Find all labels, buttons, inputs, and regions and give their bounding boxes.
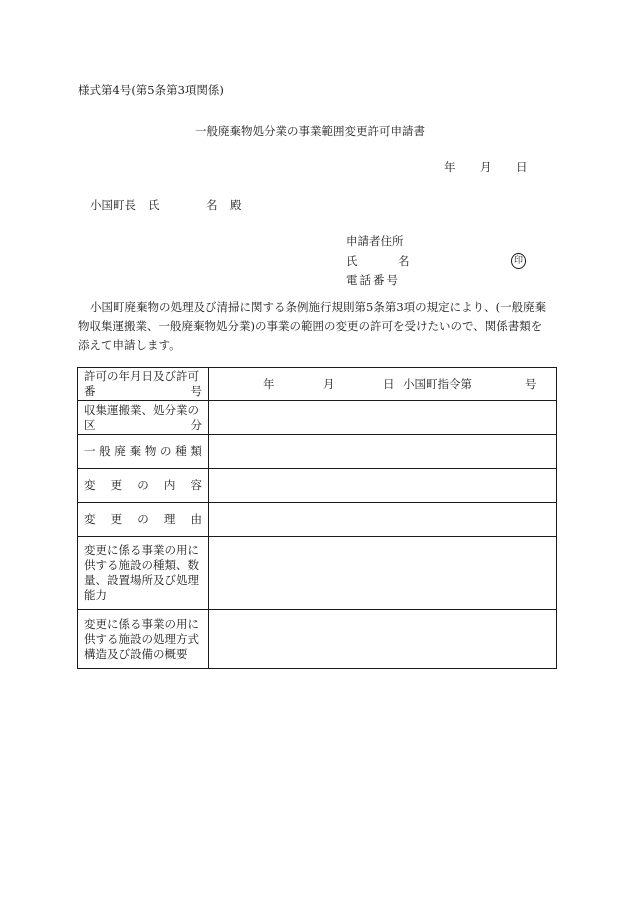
table-row-facility-method xyxy=(78,610,557,669)
value-waste-type[interactable] xyxy=(209,435,557,469)
label-category xyxy=(78,401,209,435)
label-change-reason xyxy=(78,503,209,537)
date-year-label: 年 xyxy=(444,160,456,174)
label-char: 区 xyxy=(84,417,96,432)
label-char: 変 xyxy=(84,512,96,526)
permit-number-label: 号 xyxy=(525,377,537,391)
label-line: 構造及び設備の概要 xyxy=(84,646,188,661)
value-facility-method[interactable] xyxy=(209,610,557,669)
addressee-office: 小国町長 xyxy=(90,198,136,212)
label-char: 分 xyxy=(190,417,202,432)
applicant-address-label: 申請者住所 xyxy=(346,234,404,248)
application-table xyxy=(77,367,557,669)
label-facility-capacity xyxy=(78,537,209,610)
table-row-category xyxy=(78,401,557,435)
label-char: 内 xyxy=(163,478,176,492)
permit-month-label: 月 xyxy=(323,377,335,391)
table-row-waste-type xyxy=(78,435,557,469)
label-char: 容 xyxy=(190,478,202,492)
label-line: 量、設置場所及び処理 xyxy=(84,573,199,587)
label-char: の xyxy=(160,444,172,458)
permit-year-label: 年 xyxy=(263,377,275,391)
addressee-honorific: 殿 xyxy=(230,198,242,212)
table-row-permit xyxy=(78,368,557,401)
label-char: 番 xyxy=(84,384,96,398)
label-line: 変更に係る事業の用に xyxy=(84,543,199,557)
applicant-name-label-2: 名 xyxy=(398,254,410,268)
label-char: 号 xyxy=(190,384,202,398)
label-char: 由 xyxy=(190,512,202,526)
applicant-name-label-1: 氏 xyxy=(346,254,358,268)
body-line-3: 添えて申請します。 xyxy=(78,338,181,352)
label-facility-method xyxy=(78,610,209,669)
date-day-label: 日 xyxy=(516,160,528,174)
label-char: の xyxy=(137,478,149,492)
label-line: 許可の年月日及び許可 xyxy=(84,369,199,383)
label-char: 更 xyxy=(110,512,123,526)
value-change-reason[interactable] xyxy=(209,503,557,537)
page-title: 一般廃棄物処分業の事業範囲変更許可申請書 xyxy=(195,124,425,138)
label-line: 変更に係る事業の用に xyxy=(84,616,199,631)
label-char: 棄 xyxy=(129,444,142,458)
value-category[interactable] xyxy=(209,401,557,435)
label-char: 種 xyxy=(175,444,187,458)
label-line: 収集運搬業、処分業の xyxy=(84,402,199,417)
value-facility-capacity[interactable] xyxy=(209,537,557,610)
permit-designation-label: 小国町指令第 xyxy=(403,377,472,391)
label-char: 類 xyxy=(190,444,202,458)
label-char: 変 xyxy=(84,478,96,492)
form-number: 様式第4号(第5条第3項関係) xyxy=(78,83,224,97)
label-char: 理 xyxy=(163,512,176,526)
table-row-change-reason xyxy=(78,503,557,537)
label-line: 供する施設の種類、数 xyxy=(84,558,199,572)
label-char: 物 xyxy=(144,444,157,458)
label-char: の xyxy=(137,512,149,526)
table-row-change-content xyxy=(78,469,557,503)
body-line-2: 物収集運搬業、一般廃棄物処分業)の事業の範囲の変更の許可を受けたいので、関係書類を xyxy=(78,319,543,333)
body-text xyxy=(78,298,558,355)
label-change-content xyxy=(78,469,209,503)
applicant-phone-label: 電話番号 xyxy=(346,273,400,287)
label-char: 更 xyxy=(110,478,123,492)
label-char: 廃 xyxy=(114,444,126,458)
label-line: 供する施設の処理方式 xyxy=(84,631,199,646)
value-permit-date-number[interactable] xyxy=(209,368,557,401)
label-waste-type xyxy=(78,435,209,469)
addressee-shi: 氏 xyxy=(148,198,160,212)
value-change-content[interactable] xyxy=(209,469,557,503)
body-line-1: 小国町廃棄物の処理及び清掃に関する条例施行規則第5条第3項の規定により、(一般廃棄 xyxy=(90,300,547,314)
label-char: 般 xyxy=(99,444,111,458)
date-month-label: 月 xyxy=(480,160,492,174)
label-char: 一 xyxy=(84,444,96,458)
label-line: 能力 xyxy=(84,588,107,602)
permit-day-label: 日 xyxy=(383,377,395,391)
addressee-mei: 名 xyxy=(206,198,218,212)
seal-mark: 印 xyxy=(511,253,526,269)
label-permit-date-number xyxy=(78,368,209,401)
table-row-facility-capacity xyxy=(78,537,557,610)
